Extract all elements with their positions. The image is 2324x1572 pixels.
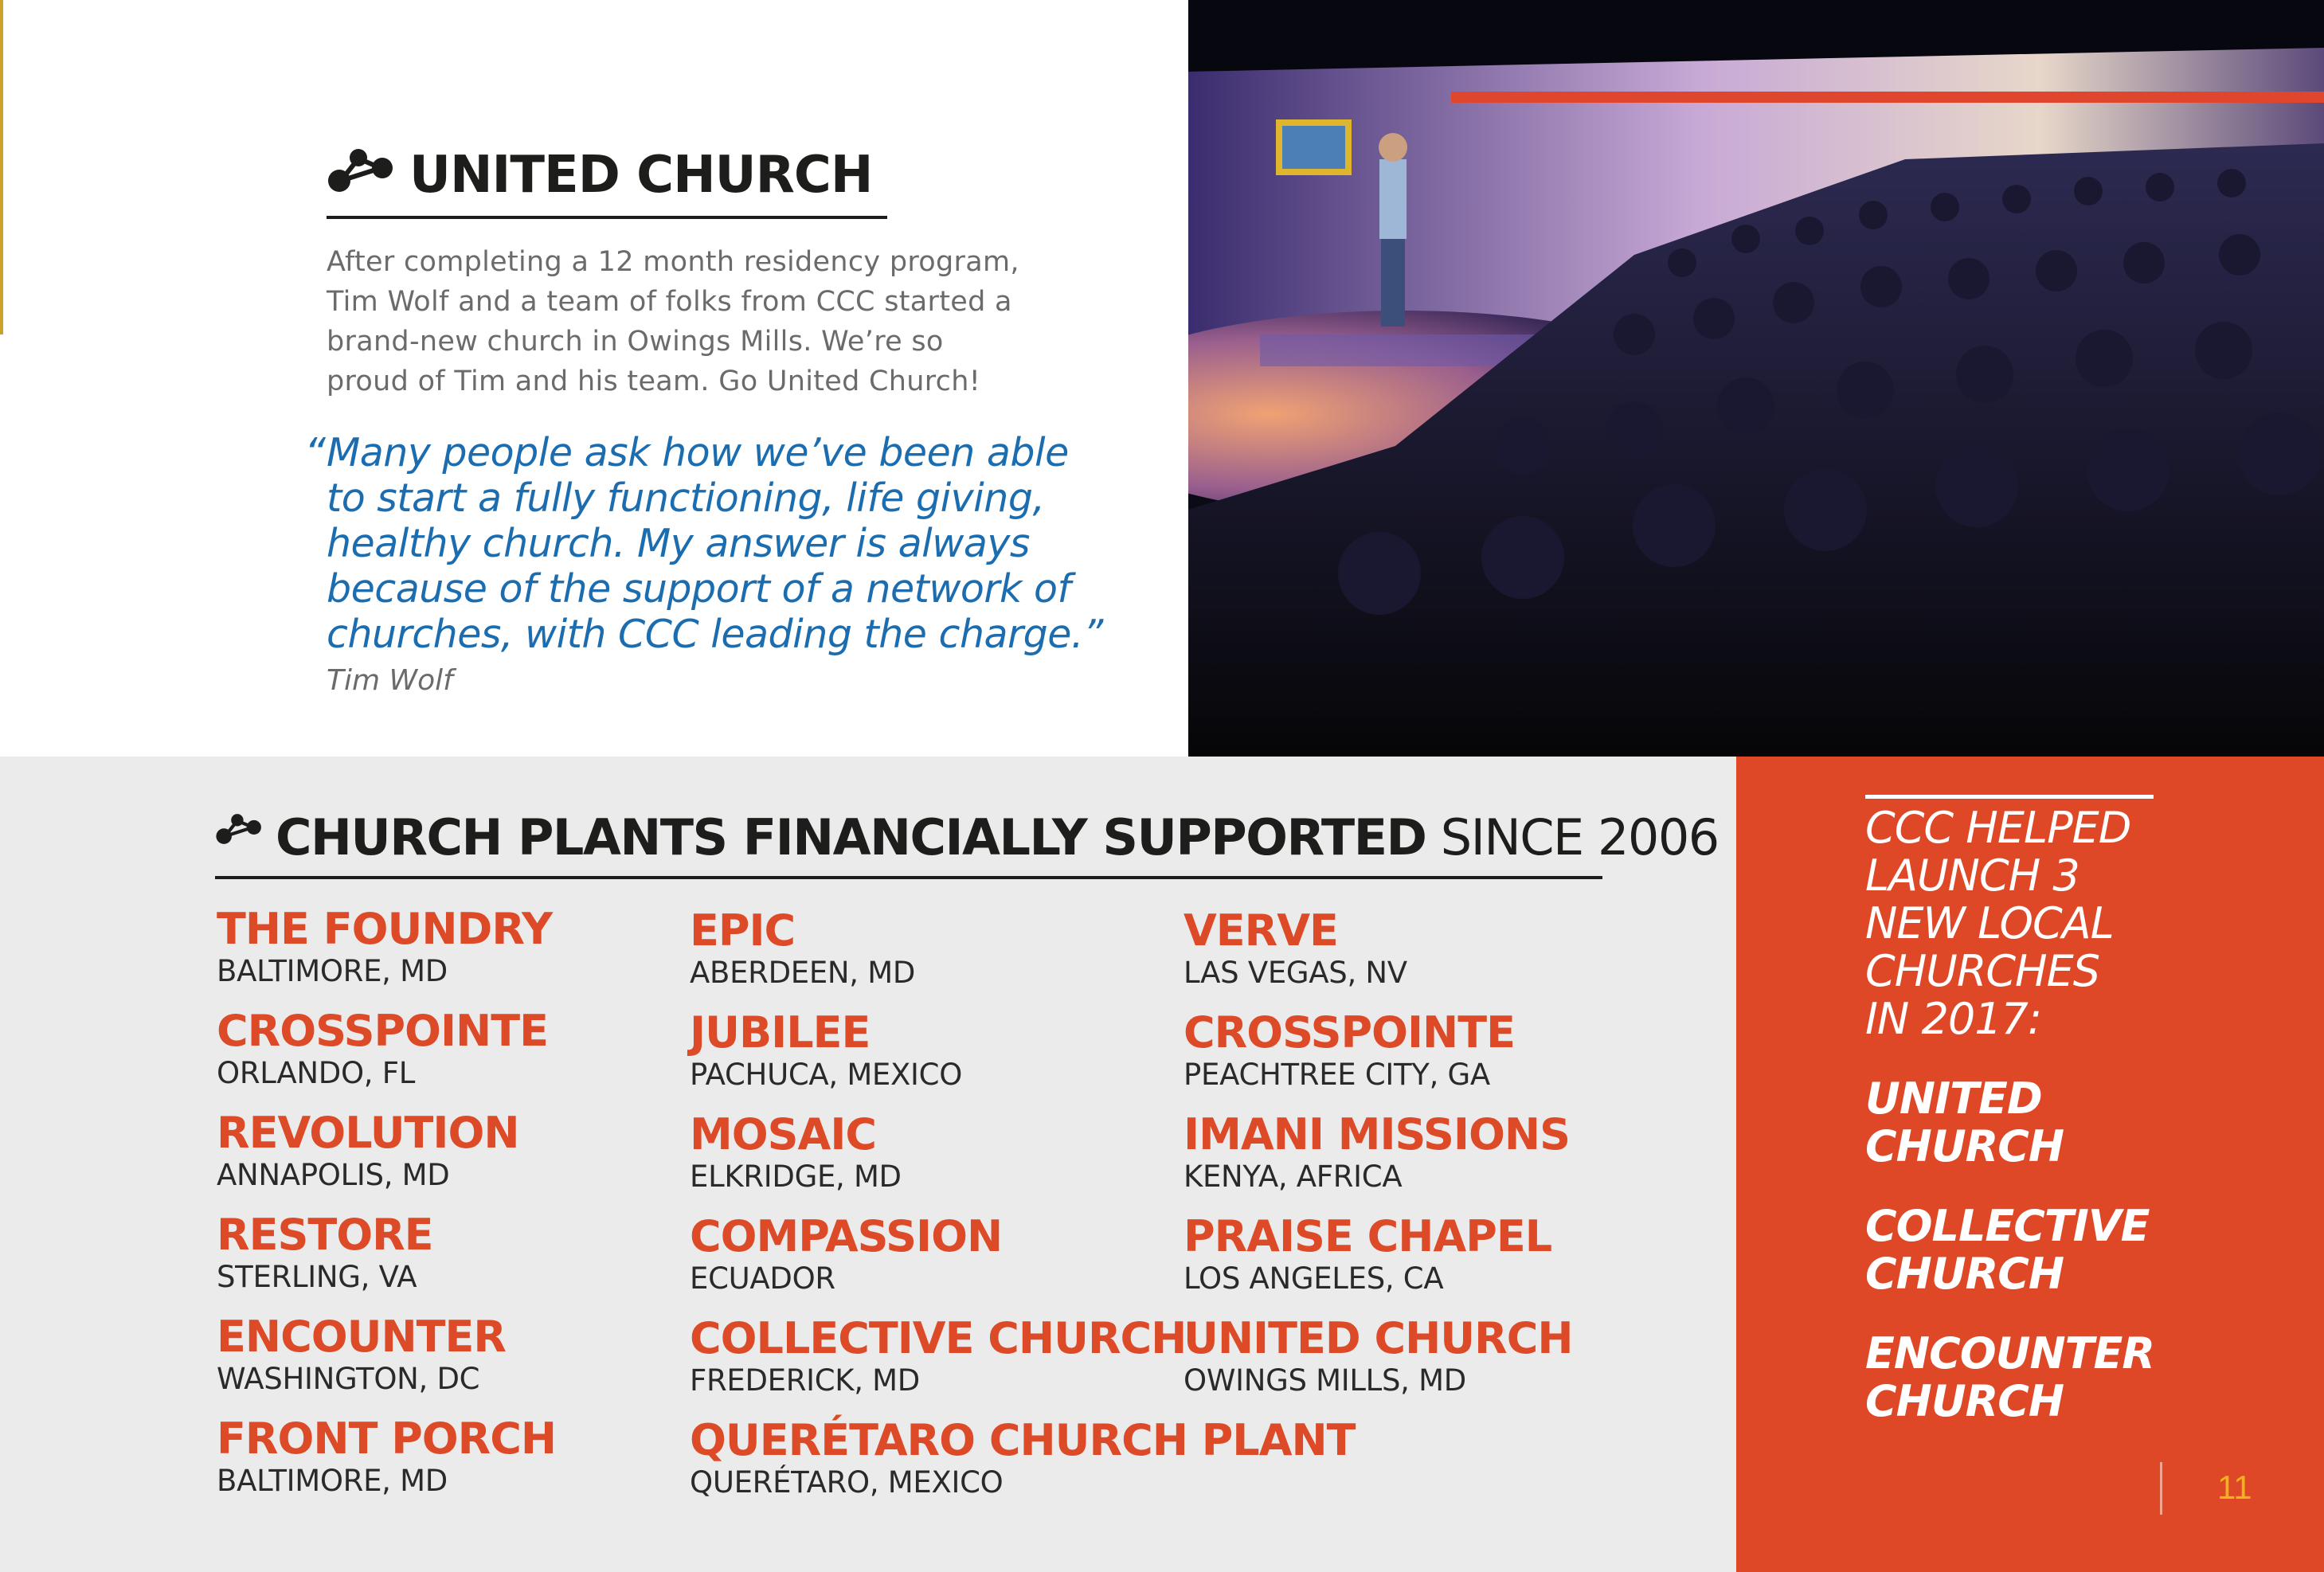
- pull-quote: [327, 430, 1103, 657]
- sidebar-heading-line: CCC HELPED: [1865, 803, 2131, 853]
- quote-line: Many people ask how we’ve been able: [327, 430, 1069, 475]
- church-location: ANNAPOLIS, MD: [217, 1158, 450, 1192]
- plants-heading-light: SINCE 2006: [1440, 808, 1719, 866]
- plants-heading-bold: CHURCH PLANTS FINANCIALLY SUPPORTED: [276, 808, 1426, 866]
- church-name: CROSSPOINTE: [217, 1006, 548, 1056]
- church-entry: [690, 1314, 1186, 1398]
- quote-author: Tim Wolf: [327, 664, 453, 697]
- church-name: REVOLUTION: [217, 1108, 519, 1158]
- launched-church: [1865, 1075, 2064, 1171]
- church-location: LAS VEGAS, NV: [1184, 956, 1407, 990]
- church-entry: [1184, 1110, 1570, 1195]
- church-entry: [1184, 1008, 1515, 1093]
- paragraph-line: proud of Tim and his team. Go United Church!: [327, 366, 981, 397]
- church-name: JUBILEE: [690, 1007, 871, 1058]
- paragraph-line: Tim Wolf and a team of folks from CCC started a: [327, 286, 1012, 318]
- church-name: QUERÉTARO CHURCH PLANT: [690, 1415, 1356, 1465]
- church-entry: [690, 1212, 1002, 1296]
- church-name: VERVE: [1184, 905, 1338, 956]
- church-location: PEACHTREE CITY, GA: [1184, 1058, 1490, 1092]
- church-location: LOS ANGELES, CA: [1184, 1261, 1444, 1296]
- sidebar-heading-line: LAUNCH 3: [1865, 851, 2079, 901]
- church-name: RESTORE: [217, 1210, 433, 1260]
- church-name: EPIC: [690, 905, 796, 956]
- article-title-row: [327, 139, 887, 219]
- article-paragraph: [327, 242, 1027, 401]
- church-entry: [217, 1210, 433, 1295]
- church-entry: [217, 1414, 556, 1499]
- sidebar-rule: [1865, 795, 2154, 799]
- plants-heading: [276, 808, 1719, 866]
- church-location: BALTIMORE, MD: [217, 954, 448, 988]
- church-name: UNITED CHURCH: [1184, 1313, 1573, 1363]
- church-entry: [690, 1416, 1356, 1500]
- photo-illustration: [1188, 0, 2324, 757]
- church-name: IMANI MISSIONS: [1184, 1109, 1570, 1159]
- launched-church-line: COLLECTIVE: [1865, 1201, 2150, 1251]
- church-location: BALTIMORE, MD: [217, 1464, 448, 1498]
- church-name: ENCOUNTER: [217, 1312, 506, 1362]
- church-location: ECUADOR: [690, 1261, 835, 1296]
- launched-church: [1865, 1202, 2149, 1298]
- church-location: ELKRIDGE, MD: [690, 1159, 902, 1194]
- launched-church-line: CHURCH: [1865, 1376, 2064, 1426]
- church-service-photo: [1188, 0, 2324, 757]
- church-entry: [1184, 1212, 1551, 1296]
- church-entry: [690, 1110, 902, 1195]
- network-logo-icon: [215, 812, 263, 846]
- launched-church-line: CHURCH: [1865, 1121, 2064, 1171]
- quote-line: because of the support of a network of: [327, 566, 1071, 612]
- quote-line: churches, with CCC leading the charge.”: [327, 612, 1103, 657]
- church-location: STERLING, VA: [217, 1260, 417, 1294]
- church-location: ABERDEEN, MD: [690, 956, 916, 990]
- sidebar-heading-line: CHURCHES: [1865, 946, 2100, 996]
- launched-church-line: CHURCH: [1865, 1249, 2064, 1299]
- network-logo-icon: [327, 147, 395, 194]
- paragraph-line: After completing a 12 month residency program,: [327, 246, 1019, 278]
- church-entry: [690, 906, 915, 991]
- church-location: KENYA, AFRICA: [1184, 1159, 1403, 1194]
- church-name: COLLECTIVE CHURCH: [690, 1313, 1187, 1363]
- church-entry: [217, 905, 552, 989]
- sidebar-heading-line: IN 2017:: [1865, 994, 2042, 1044]
- launched-church-line: UNITED: [1865, 1073, 2042, 1124]
- church-entry: [217, 1312, 506, 1397]
- article-title: UNITED CHURCH: [409, 146, 873, 205]
- church-entry: [1184, 1314, 1573, 1398]
- launched-church-line: ENCOUNTER: [1865, 1328, 2154, 1378]
- church-name: THE FOUNDRY: [217, 904, 553, 954]
- church-location: ORLANDO, FL: [217, 1056, 416, 1090]
- launched-church: [1865, 1330, 2154, 1425]
- church-name: MOSAIC: [690, 1109, 877, 1159]
- church-location: QUERÉTARO, MEXICO: [690, 1465, 1004, 1500]
- church-name: CROSSPOINTE: [1184, 1007, 1515, 1058]
- church-name: FRONT PORCH: [217, 1414, 557, 1464]
- quote-line: to start a fully functioning, life giving,: [327, 475, 1045, 521]
- church-entry: [690, 1008, 962, 1093]
- page-number: 11: [2217, 1468, 2252, 1506]
- plants-heading-row: [215, 804, 1719, 879]
- church-entry: [1184, 906, 1407, 991]
- church-location: FREDERICK, MD: [690, 1363, 920, 1398]
- paragraph-line: brand-new church in Owings Mills. We’re so: [327, 326, 944, 358]
- church-location: OWINGS MILLS, MD: [1184, 1363, 1466, 1398]
- church-location: WASHINGTON, DC: [217, 1362, 480, 1396]
- church-name: PRAISE CHAPEL: [1184, 1211, 1552, 1261]
- page-number-rule: [2160, 1462, 2162, 1515]
- edge-accent-bar: [0, 0, 3, 334]
- quote-line: healthy church. My answer is always: [327, 521, 1030, 566]
- church-entry: [217, 1007, 548, 1091]
- sidebar-heading: [1865, 804, 2279, 1043]
- church-entry: [217, 1109, 519, 1193]
- church-location: PACHUCA, MEXICO: [690, 1058, 963, 1092]
- church-name: COMPASSION: [690, 1211, 1003, 1261]
- sidebar-heading-line: NEW LOCAL: [1865, 898, 2114, 948]
- quote-open-mark: “: [304, 430, 326, 478]
